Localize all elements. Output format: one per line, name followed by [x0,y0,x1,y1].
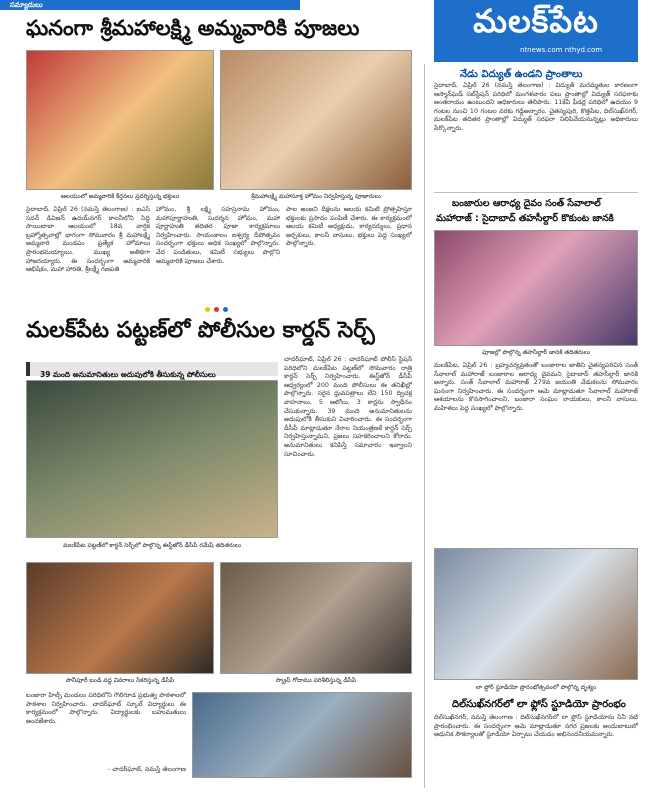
story2-body: చాదర్‌ఘాట్, ఏప్రిల్ 26 : చాదర్‌ఘాట్ పోలీస్ స్టేషన్ పరిధిలోని మలక్‌పేట పట్టణ్‌లో సోమవారం రాత్రి కార్డన్ సెర్చ్ నిర్వహించారు. ఈస్ట్‌జోన్ డీసీపీ ఆధ్వర్యంలో 200 మంది పోలీసులు ఈ తనిఖీల్లో పాల్గొన్నారు. సరైన ధ్రువపత్రాలు లేని 150 ద్విచక్ర వాహనాలు, 5 ఆటోలు, 3 కార్లను స్వాధీనం చేసుకున్నారు. 39 మంది అనుమానితులను అదుపులోకి తీసుకుని విచారించారు. ఈ సందర్భంగా డీసీపీ మాట్లాడుతూ నేరాల నియంత్రణకే కార్డన్ సెర్చ్ నిర్వహిస్తున్నామని, ప్రజలు సహకరించాలని కోరారు. అనుమానితులు కనిపిస్తే సమాచారం ఇవ్వాలని సూచించారు. [284,356,412,458]
story2-subhead-strip [26,362,278,379]
homam-photo [220,50,412,190]
cordon-search-photo [26,380,278,538]
sevalal-headline-2: మహారాజ్ : సైదాబాద్ తహసీల్దార్ కొకుంట జానకి [436,213,614,224]
studio-opening-photo [434,548,638,680]
dot-yellow [205,307,210,312]
scrap-godown-photo [220,562,412,674]
masthead-title: మలక్‌పేట [473,2,599,40]
right-divider-1 [434,192,638,193]
sevalal-headline: బంజారుల ఆరాధ్య దైవం సంత్ సేవాలాల్ [452,198,601,209]
power-cut-headline: నేడు విద్యుత్ ఉండని ప్రాంతాలు [460,69,583,80]
story2-headline: మలక్‌పేట పట్టణ్‌లో పోలీసుల కార్డన్ సెర్చ్ [26,318,375,343]
school-event-photo [192,692,412,778]
separator-dots [205,297,232,316]
sevalal-event-photo [434,230,638,346]
sevalal-body: మలక్‌పేట, ఏప్రిల్ 26 : బ్రహ్మచర్యవ్రతంతో బంజారాల జాతిని చైతన్యపరిచిన సంత్ సేవాలాల్ మహారాజ్ బంజారాల ఆరాధ్య దైవమని సైదాబాద్ తహసీల్దార్ జానకి అన్నారు. సంత్ సేవాలాల్ మహారాజ్ 279వ జయంతి వేడుకలను సోమవారం ఘనంగా నిర్వహించారు. ఈ సందర్భంగా ఆమె మాట్లాడుతూ సేవాలాల్ మహారాజ్ ఆశయాలను కొనసాగించాలని, బంజారా సంఘం నాయకులు, కాలనీ వాసులు, మహిళలు పెద్ద సంఖ్యలో పాల్గొన్నారు. [434,362,638,412]
story1-body-col1: సైదాబాద్, ఏప్రిల్ 26 (నమస్తే తెలంగాణ) : ఐఎస్ సదన్ డివిజన్ ఉదయ్‌నగర్ కాలనీలోని సిద్ధి సాయిబాబా ఆలయంలో 18వ వార్షిక బ్రహ్మోత్సవాల్లో భాగంగా సోమవారం శ్రీ మహాలక్ష్మి అమ్మవారి మండపం ప్రత్యేక హోమాలు ప్రారంభమయ్యాయి. ముఖ్య అతిథిగా హాజరయ్యారు. ఈ సందర్భంగా అమ్మవారికి ఆభిషేకం, మహా హారతి, శ్రీలక్ష్మీ గణపతి [26,206,150,274]
story3-body: బంజారా హిల్స్ మండలం పరిధిలోని గౌలిగూడ ప్రభుత్వ పాఠశాలలో పాఠశాల నిర్వహించారు. చాదర్‌ఘాట్ స్కూల్ విద్యార్థులు ఈ కార్యక్రమంలో పాల్గొన్నారు. విద్యార్థులకు బహుమతులు అందజేశారు. [26,692,186,725]
story1-body-col3: పాల అంజని దీక్షలను ఆలయ కమిటీ ప్రోత్సహిస్తూ భక్తులకు ప్రసాదం పంపిణీ చేశారు. ఈ కార్యక్రమంలో ఆలయ కమిటీ అధ్యక్షుడు, కార్యదర్శులు, ప్రధాన అర్చకులు, కాలనీ వాసులు, భక్తులు పెద్ద సంఖ్యలో పాల్గొన్నారు. [286,206,412,248]
dot-blue [223,307,228,312]
story1-caption-right: శ్రీమహాలక్ష్మి మహాసూక్త హోమం నిర్వహిస్తున్న పూజారులు [251,193,381,200]
story3-sign: - చాదర్‌ఘాట్, నమస్తే తెలంగాణ [107,766,186,773]
studio-headline: దిల్‌సుఖ్‌నగర్‌లో లా ఫ్లోస్ స్టూడియో ప్రారంభం [452,699,626,710]
story1-body-col2: హోమం, శ్రీ లక్ష్మీ సహస్రనామ హోమం, మహాపూర్ణాహుతి, సుదర్శన హోమం, మహా పూర్ణాహుతి తదితర పూజా కార్యక్రమాలు నిర్వహించారు. సాయంకాలం ఐశ్వర్య దీపోత్సవం సందర్భంగా భక్తులు అధిక సంఖ్యలో పాల్గొన్నారు. వేద పండితులు, కమిటీ సభ్యులు పాల్గొని అమ్మవారికి పూజలు చేశారు. [156,206,280,265]
story2-caption-small-left: పానీపూరీ బండి వద్ద వివరాలు సేకరిస్తున్న డీసీపీ [65,677,175,684]
story2-caption-main: మలక్‌పేట పట్టణ్‌లో కార్డన్ సెర్చ్‌లో పాల్గొన్న ఈస్ట్‌జోన్ డీసీపీ రమేష్ తదితరులు [62,542,242,549]
section-tag: సమ్యాదులు [10,1,43,9]
masthead-sites: ntnews.com nthyd.com [520,46,603,54]
sevalal-caption: పూజల్లో పాల్గొన్న తహసీల్దార్ జానకి తదితరులు [482,349,590,356]
story1-caption-left: ఆలయంలో అమ్మవారికి కీర్తనలు ప్రదర్శిస్తున్న భక్తులు [60,193,180,200]
dot-red [214,307,219,312]
studio-body: దిల్‌సుఖ్‌నగర్, నమస్తే తెలంగాణ : దిల్‌సుఖ్‌నగర్‌లో లా ఫ్లోస్ స్టూడియోను సినీ నటి ప్రారంభించారు. ఈ సందర్భంగా ఆమె మాట్లాడుతూ నగర ప్రజలకు అందుబాటులో ఆధునిక సౌకర్యాలతో స్టూడియో ఏర్పాటు చేయడం అభినందనీయమన్నారు. [434,714,638,739]
story2-caption-small-right: స్క్రాప్ గోదాము పరిశీలిస్తున్న డీసీపీ [275,677,357,684]
temple-devotees-photo [26,50,214,190]
section-tag-bar [0,0,300,10]
story1-headline: ఘనంగా శ్రీమహాలక్ష్మి అమ్మవారికి పూజలు [26,16,360,40]
panipuri-stall-photo [26,562,214,674]
studio-caption: లా ఫ్లోర్ స్టూడియో ప్రారంభోత్సవంలో పాల్గొన్న దృశ్యం [475,684,597,691]
power-cut-body: సైదాబాద్, ఏప్రిల్ 26 (నమస్తే తెలంగాణ) : విద్యుత్ మరమ్మతుల కారణంగా ఆస్మాన్‌ఘడ్ సబ్‌స్టేషన్ పరిధిలో మంగళవారం పలు ప్రాంతాల్లో విద్యుత్ సరఫరాకు అంతరాయం ఉంటుందని అధికారులు తెలిపారు. 11కేవీ ఫీడర్ల పరిధిలో ఉదయం 9 గంటల నుంచి 10 గంటల వరకు గడ్డిఅన్నారం, చైతన్యపురి, కొత్తపేట, దిల్‌సుఖ్‌నగర్, మలక్‌పేట తదితర ప్రాంతాల్లో విద్యుత్ సరఫరా నిలిపివేయనున్నట్లు అధికారులు పేర్కొన్నారు. [434,82,638,132]
story2-subhead: 39 మంది అనుమానితులు అదుపులోకి తీసుకున్న పోలీసులు [40,370,216,379]
column-divider [424,64,425,788]
